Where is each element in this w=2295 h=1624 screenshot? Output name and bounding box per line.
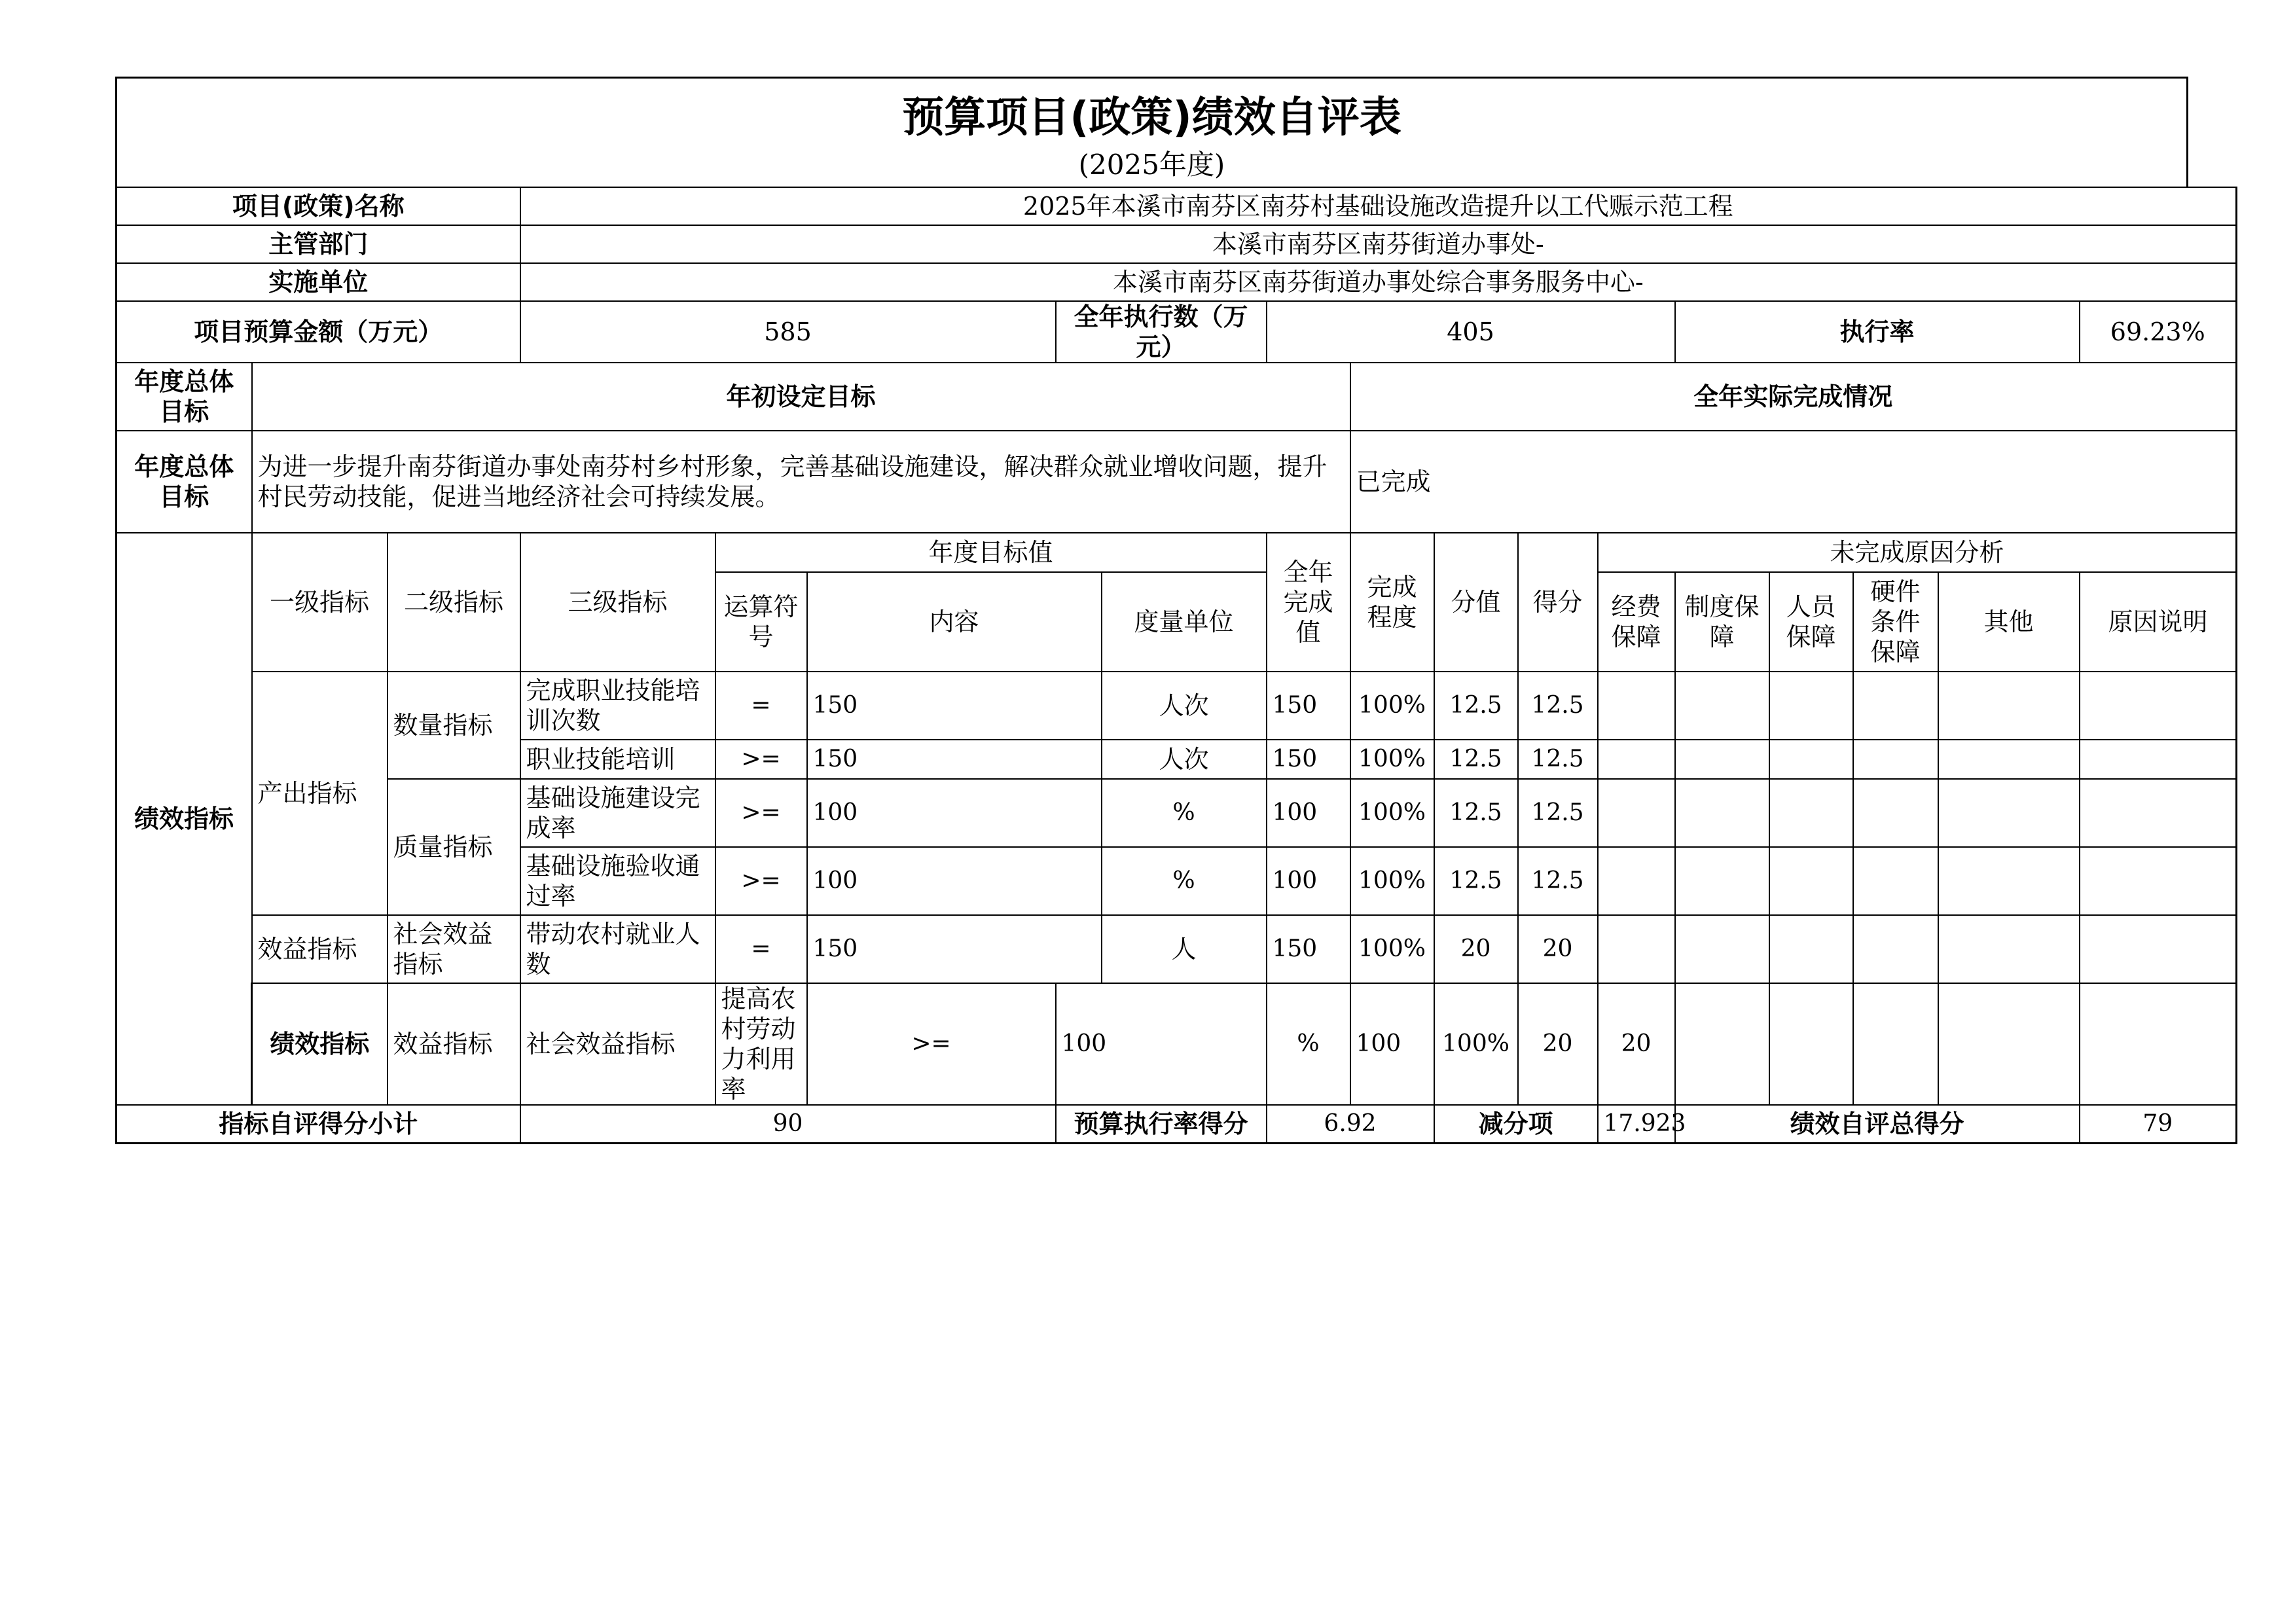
level3-cell: 完成职业技能培训次数 <box>520 672 715 740</box>
unit-cell: 人次 <box>1102 672 1267 740</box>
reason-desc-header: 原因说明 <box>2080 572 2237 672</box>
table-row <box>117 983 2237 1105</box>
completion-cell: 100% <box>1350 740 1434 779</box>
empty-cell <box>1938 983 2080 1105</box>
empty-cell <box>1938 915 2080 983</box>
target-group-header: 年度目标值 <box>715 533 1267 572</box>
level3-cell: 基础设施建设完成率 <box>520 779 715 847</box>
score-value-cell: 12.5 <box>1434 779 1518 847</box>
level3-header: 三级指标 <box>520 533 715 672</box>
score-value-header: 分值 <box>1434 533 1518 672</box>
empty-cell <box>2080 847 2237 915</box>
content-cell: 100 <box>1056 983 1267 1105</box>
level3-cell: 提高农村劳动力利用率 <box>715 983 807 1105</box>
budget-label: 项目预算金额（万元） <box>117 301 520 363</box>
operator-cell: = <box>715 915 807 983</box>
completion-cell: 100% <box>1350 672 1434 740</box>
actual-cell: 100 <box>1267 779 1350 847</box>
empty-cell <box>1598 672 1675 740</box>
level2-header: 二级指标 <box>388 533 520 672</box>
level1-cell: 效益指标 <box>252 915 388 983</box>
budget-value: 585 <box>520 301 1056 363</box>
executed-value: 405 <box>1267 301 1675 363</box>
empty-cell <box>1938 779 2080 847</box>
empty-cell <box>1853 779 1938 847</box>
executed-label: 全年执行数（万元） <box>1056 301 1267 363</box>
empty-cell <box>1675 672 1769 740</box>
content-cell: 100 <box>807 847 1102 915</box>
title-block <box>115 77 2188 187</box>
table-row <box>117 672 2237 740</box>
score-value-cell: 20 <box>1434 915 1518 983</box>
page-subtitle: (2025年度) <box>1078 149 1225 181</box>
empty-cell <box>2080 672 2237 740</box>
content-header: 内容 <box>807 572 1102 672</box>
table-row <box>117 915 2237 983</box>
unit-cell: 人 <box>1102 915 1267 983</box>
empty-cell <box>1769 983 1853 1105</box>
level3-cell: 带动农村就业人数 <box>520 915 715 983</box>
initial-goal-header: 年初设定目标 <box>252 363 1350 431</box>
empty-cell <box>1675 983 1769 1105</box>
completion-cell: 100% <box>1350 847 1434 915</box>
empty-cell <box>1938 672 2080 740</box>
level3-cell: 基础设施验收通过率 <box>520 847 715 915</box>
reason-staff-header: 人员保障 <box>1769 572 1853 672</box>
empty-cell <box>1769 847 1853 915</box>
unit-header: 度量单位 <box>1102 572 1267 672</box>
rate-label: 执行率 <box>1675 301 2080 363</box>
level2-cell: 社会效益指标 <box>520 983 715 1105</box>
empty-cell <box>2080 983 2237 1105</box>
empty-cell <box>1598 915 1675 983</box>
total-score-label: 绩效自评总得分 <box>1675 1105 2080 1143</box>
reason-funding-header: 经费保障 <box>1598 572 1675 672</box>
completion-cell: 100% <box>1434 983 1518 1105</box>
level1-cell: 效益指标 <box>388 983 520 1105</box>
reason-group-header: 未完成原因分析 <box>1598 533 2237 572</box>
operator-cell: >= <box>715 779 807 847</box>
perf-indicator-label-2: 绩效指标 <box>252 983 388 1105</box>
project-name-label: 项目(政策)名称 <box>117 187 520 225</box>
budget-score-value: 6.92 <box>1267 1105 1434 1143</box>
actual-completion-header: 全年实际完成情况 <box>1350 363 2237 431</box>
unit-cell: % <box>1102 779 1267 847</box>
project-name-value: 2025年本溪市南芬区南芬村基础设施改造提升以工代赈示范工程 <box>520 187 2237 225</box>
empty-cell <box>2080 740 2237 779</box>
rate-value: 69.23% <box>2080 301 2237 363</box>
dept-value: 本溪市南芬区南芬街道办事处- <box>520 225 2237 263</box>
actual-cell: 100 <box>1350 983 1434 1105</box>
empty-cell <box>1675 740 1769 779</box>
goal-row-label: 年度总体目标 <box>117 431 252 533</box>
deduction-value: 17.923 <box>1598 1105 1675 1143</box>
empty-cell <box>1938 740 2080 779</box>
operator-cell: >= <box>715 740 807 779</box>
empty-cell <box>2080 779 2237 847</box>
score-cell: 20 <box>1518 915 1598 983</box>
completion-header: 完成程度 <box>1350 533 1434 672</box>
unit-label: 实施单位 <box>117 263 520 301</box>
unit-cell: 人次 <box>1102 740 1267 779</box>
completion-cell: 100% <box>1350 915 1434 983</box>
score-value-cell: 12.5 <box>1434 672 1518 740</box>
actual-cell: 150 <box>1267 672 1350 740</box>
goal-header-label: 年度总体目标 <box>117 363 252 431</box>
empty-cell <box>1598 847 1675 915</box>
completion-cell: 100% <box>1350 779 1434 847</box>
empty-cell <box>1769 779 1853 847</box>
reason-hardware-header: 硬件条件保障 <box>1853 572 1938 672</box>
content-cell: 150 <box>807 740 1102 779</box>
perf-indicator-label: 绩效指标 <box>117 533 252 1105</box>
evaluation-table <box>115 187 2237 1144</box>
total-score-value: 79 <box>2080 1105 2237 1143</box>
level1-header: 一级指标 <box>252 533 388 672</box>
operator-cell: >= <box>807 983 1056 1105</box>
goal-text: 为进一步提升南芬街道办事处南芬村乡村形象，完善基础设施建设，解决群众就业增收问题，提升村民劳动技能，促进当地经济社会可持续发展。 <box>252 431 1350 533</box>
score-cell: 12.5 <box>1518 740 1598 779</box>
operator-cell: = <box>715 672 807 740</box>
score-value-cell: 12.5 <box>1434 847 1518 915</box>
actual-cell: 150 <box>1267 915 1350 983</box>
subtotal-value: 90 <box>520 1105 1056 1143</box>
evaluation-sheet <box>115 77 2208 1144</box>
reason-other-header: 其他 <box>1938 572 2080 672</box>
unit-cell: % <box>1102 847 1267 915</box>
empty-cell <box>1598 740 1675 779</box>
empty-cell <box>1853 847 1938 915</box>
empty-cell <box>1675 779 1769 847</box>
actual-header: 全年完成值 <box>1267 533 1350 672</box>
operator-header: 运算符号 <box>715 572 807 672</box>
empty-cell <box>1853 740 1938 779</box>
actual-text: 已完成 <box>1350 431 2237 533</box>
score-value-cell: 20 <box>1518 983 1598 1105</box>
empty-cell <box>2080 915 2237 983</box>
score-cell: 20 <box>1598 983 1675 1105</box>
reason-system-header: 制度保障 <box>1675 572 1769 672</box>
score-cell: 12.5 <box>1518 847 1598 915</box>
score-header: 得分 <box>1518 533 1598 672</box>
unit-cell: % <box>1267 983 1350 1105</box>
score-cell: 12.5 <box>1518 779 1598 847</box>
level3-cell: 职业技能培训 <box>520 740 715 779</box>
budget-score-label: 预算执行率得分 <box>1056 1105 1267 1143</box>
empty-cell <box>1769 672 1853 740</box>
level2-cell: 数量指标 <box>388 672 520 779</box>
content-cell: 100 <box>807 779 1102 847</box>
level1-cell: 产出指标 <box>252 672 388 915</box>
empty-cell <box>1938 847 2080 915</box>
empty-cell <box>1769 915 1853 983</box>
score-cell: 12.5 <box>1518 672 1598 740</box>
empty-cell <box>1675 915 1769 983</box>
content-cell: 150 <box>807 672 1102 740</box>
operator-cell: >= <box>715 847 807 915</box>
unit-value: 本溪市南芬区南芬街道办事处综合事务服务中心- <box>520 263 2237 301</box>
deduction-label: 减分项 <box>1434 1105 1598 1143</box>
subtotal-label: 指标自评得分小计 <box>117 1105 520 1143</box>
empty-cell <box>1769 740 1853 779</box>
dept-label: 主管部门 <box>117 225 520 263</box>
actual-cell: 100 <box>1267 847 1350 915</box>
empty-cell <box>1853 672 1938 740</box>
actual-cell: 150 <box>1267 740 1350 779</box>
score-value-cell: 12.5 <box>1434 740 1518 779</box>
empty-cell <box>1675 847 1769 915</box>
empty-cell <box>1598 779 1675 847</box>
level2-cell: 质量指标 <box>388 779 520 915</box>
content-cell: 150 <box>807 915 1102 983</box>
empty-cell <box>1853 983 1938 1105</box>
page-title: 预算项目(政策)绩效自评表 <box>902 94 1401 142</box>
table-row <box>117 779 2237 847</box>
level2-cell: 社会效益指标 <box>388 915 520 983</box>
empty-cell <box>1853 915 1938 983</box>
